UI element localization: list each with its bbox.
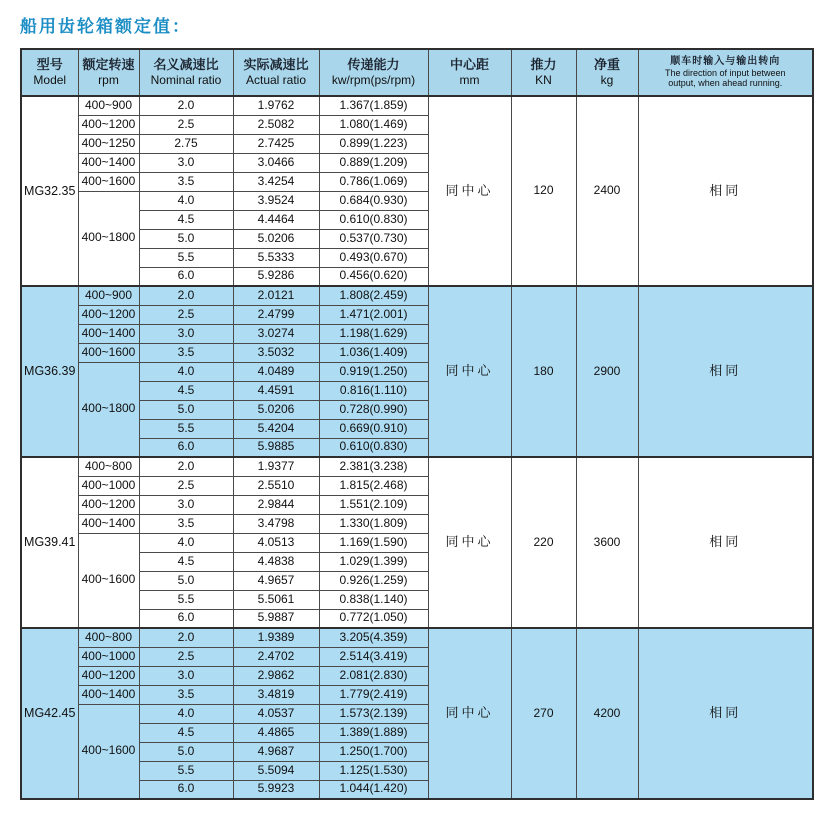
capacity-cell: 1.330(1.809) [319, 514, 428, 533]
capacity-cell: 1.036(1.409) [319, 343, 428, 362]
header-net-weight-zh: 净重 [593, 56, 620, 72]
nominal-ratio-cell: 5.5 [139, 590, 233, 609]
nominal-ratio-cell: 2.0 [139, 96, 233, 115]
rpm-cell: 400~1200 [78, 115, 139, 134]
actual-ratio-cell: 3.0274 [233, 324, 319, 343]
capacity-cell: 0.889(1.209) [319, 153, 428, 172]
nominal-ratio-cell: 6.0 [139, 609, 233, 628]
capacity-cell: 0.610(0.830) [319, 438, 428, 457]
nominal-ratio-cell: 3.0 [139, 495, 233, 514]
nominal-ratio-cell: 3.0 [139, 666, 233, 685]
nominal-ratio-cell: 2.0 [139, 457, 233, 476]
header-nominal-ratio-en: Nominal ratio [150, 72, 222, 87]
rpm-cell: 400~1200 [78, 666, 139, 685]
header-direction-en2: output, when ahead running. [668, 78, 783, 89]
header-capacity-zh: 传递能力 [347, 56, 400, 72]
actual-ratio-cell: 3.4819 [233, 685, 319, 704]
nominal-ratio-cell: 2.0 [139, 628, 233, 647]
rpm-cell: 400~900 [78, 96, 139, 115]
gearbox-spec-table [20, 48, 814, 800]
rpm-cell: 400~1400 [78, 685, 139, 704]
direction-cell: 相同 [638, 457, 813, 628]
header-capacity-en: kw/rpm(ps/rpm) [331, 72, 416, 87]
actual-ratio-cell: 5.0206 [233, 229, 319, 248]
nominal-ratio-cell: 2.75 [139, 134, 233, 153]
actual-ratio-cell: 5.4204 [233, 419, 319, 438]
center-distance-cell: 同中心 [428, 96, 511, 286]
rpm-cell: 400~900 [78, 286, 139, 305]
capacity-cell: 0.728(0.990) [319, 400, 428, 419]
header-model-en: Model [33, 72, 67, 87]
nominal-ratio-cell: 3.0 [139, 153, 233, 172]
actual-ratio-cell: 2.7425 [233, 134, 319, 153]
model-cell: MG39.41 [21, 457, 78, 628]
actual-ratio-cell: 4.4865 [233, 723, 319, 742]
weight-cell: 4200 [576, 628, 638, 799]
rpm-cell: 400~1800 [78, 191, 139, 286]
nominal-ratio-cell: 3.5 [139, 514, 233, 533]
nominal-ratio-cell: 5.5 [139, 761, 233, 780]
rpm-cell: 400~1400 [78, 324, 139, 343]
capacity-cell: 2.081(2.830) [319, 666, 428, 685]
rpm-cell: 400~1200 [78, 495, 139, 514]
header-actual-ratio-zh: 实际减速比 [243, 56, 309, 72]
table-row [21, 628, 813, 647]
capacity-cell: 0.610(0.830) [319, 210, 428, 229]
capacity-cell: 1.250(1.700) [319, 742, 428, 761]
rpm-cell: 400~1200 [78, 305, 139, 324]
actual-ratio-cell: 2.5082 [233, 115, 319, 134]
nominal-ratio-cell: 2.5 [139, 115, 233, 134]
actual-ratio-cell: 2.0121 [233, 286, 319, 305]
actual-ratio-cell: 5.9923 [233, 780, 319, 799]
header-center-distance [428, 49, 511, 96]
capacity-cell: 1.808(2.459) [319, 286, 428, 305]
actual-ratio-cell: 4.4464 [233, 210, 319, 229]
actual-ratio-cell: 1.9389 [233, 628, 319, 647]
actual-ratio-cell: 5.5333 [233, 248, 319, 267]
nominal-ratio-cell: 4.5 [139, 210, 233, 229]
nominal-ratio-cell: 3.5 [139, 172, 233, 191]
header-center-distance-en: mm [459, 72, 480, 87]
rpm-cell: 400~1600 [78, 343, 139, 362]
nominal-ratio-cell: 5.0 [139, 400, 233, 419]
nominal-ratio-cell: 4.5 [139, 381, 233, 400]
nominal-ratio-cell: 2.0 [139, 286, 233, 305]
nominal-ratio-cell: 3.5 [139, 685, 233, 704]
nominal-ratio-cell: 4.0 [139, 704, 233, 723]
header-model-zh: 型号 [36, 56, 63, 72]
actual-ratio-cell: 5.5061 [233, 590, 319, 609]
actual-ratio-cell: 5.9887 [233, 609, 319, 628]
nominal-ratio-cell: 5.0 [139, 229, 233, 248]
nominal-ratio-cell: 2.5 [139, 305, 233, 324]
capacity-cell: 0.537(0.730) [319, 229, 428, 248]
header-model [21, 49, 78, 96]
header-rated-speed [78, 49, 139, 96]
nominal-ratio-cell: 6.0 [139, 780, 233, 799]
actual-ratio-cell: 5.0206 [233, 400, 319, 419]
rpm-cell: 400~1800 [78, 362, 139, 457]
actual-ratio-cell: 3.0466 [233, 153, 319, 172]
nominal-ratio-cell: 2.5 [139, 647, 233, 666]
actual-ratio-cell: 4.0489 [233, 362, 319, 381]
nominal-ratio-cell: 4.5 [139, 723, 233, 742]
header-center-distance-zh: 中心距 [449, 56, 489, 72]
header-direction [638, 49, 813, 96]
model-cell: MG32.35 [21, 96, 78, 286]
nominal-ratio-cell: 2.5 [139, 476, 233, 495]
capacity-cell: 1.198(1.629) [319, 324, 428, 343]
nominal-ratio-cell: 5.5 [139, 248, 233, 267]
direction-cell: 相同 [638, 286, 813, 457]
center-distance-cell: 同中心 [428, 457, 511, 628]
capacity-cell: 0.772(1.050) [319, 609, 428, 628]
capacity-cell: 0.669(0.910) [319, 419, 428, 438]
capacity-cell: 1.125(1.530) [319, 761, 428, 780]
nominal-ratio-cell: 4.0 [139, 362, 233, 381]
weight-cell: 3600 [576, 457, 638, 628]
actual-ratio-cell: 2.4799 [233, 305, 319, 324]
capacity-cell: 0.838(1.140) [319, 590, 428, 609]
actual-ratio-cell: 4.4838 [233, 552, 319, 571]
capacity-cell: 0.926(1.259) [319, 571, 428, 590]
nominal-ratio-cell: 3.0 [139, 324, 233, 343]
center-distance-cell: 同中心 [428, 286, 511, 457]
thrust-cell: 270 [511, 628, 576, 799]
capacity-cell: 0.899(1.223) [319, 134, 428, 153]
direction-cell: 相同 [638, 628, 813, 799]
capacity-cell: 0.816(1.110) [319, 381, 428, 400]
capacity-cell: 0.684(0.930) [319, 191, 428, 210]
header-thrust-zh: 推力 [530, 56, 557, 72]
header-net-weight-en: kg [600, 72, 614, 87]
actual-ratio-cell: 2.9844 [233, 495, 319, 514]
actual-ratio-cell: 1.9377 [233, 457, 319, 476]
header-thrust [511, 49, 576, 96]
actual-ratio-cell: 4.0537 [233, 704, 319, 723]
table-body [21, 96, 813, 799]
actual-ratio-cell: 5.5094 [233, 761, 319, 780]
capacity-cell: 1.169(1.590) [319, 533, 428, 552]
actual-ratio-cell: 3.4254 [233, 172, 319, 191]
nominal-ratio-cell: 5.0 [139, 571, 233, 590]
nominal-ratio-cell: 4.0 [139, 191, 233, 210]
nominal-ratio-cell: 6.0 [139, 267, 233, 286]
rpm-cell: 400~800 [78, 457, 139, 476]
capacity-cell: 1.080(1.469) [319, 115, 428, 134]
header-thrust-en: KN [535, 72, 552, 87]
center-distance-cell: 同中心 [428, 628, 511, 799]
direction-cell: 相同 [638, 96, 813, 286]
nominal-ratio-cell: 3.5 [139, 343, 233, 362]
table-header [21, 49, 813, 96]
capacity-cell: 1.389(1.889) [319, 723, 428, 742]
capacity-cell: 1.471(2.001) [319, 305, 428, 324]
actual-ratio-cell: 2.5510 [233, 476, 319, 495]
rpm-cell: 400~1000 [78, 647, 139, 666]
actual-ratio-cell: 4.9657 [233, 571, 319, 590]
header-capacity [319, 49, 428, 96]
capacity-cell: 0.919(1.250) [319, 362, 428, 381]
nominal-ratio-cell: 4.5 [139, 552, 233, 571]
rpm-cell: 400~800 [78, 628, 139, 647]
actual-ratio-cell: 5.9885 [233, 438, 319, 457]
table-row [21, 457, 813, 476]
actual-ratio-cell: 1.9762 [233, 96, 319, 115]
capacity-cell: 0.456(0.620) [319, 267, 428, 286]
table-row [21, 286, 813, 305]
actual-ratio-cell: 2.9862 [233, 666, 319, 685]
nominal-ratio-cell: 5.5 [139, 419, 233, 438]
model-cell: MG42.45 [21, 628, 78, 799]
capacity-cell: 1.367(1.859) [319, 96, 428, 115]
actual-ratio-cell: 4.9687 [233, 742, 319, 761]
capacity-cell: 1.815(2.468) [319, 476, 428, 495]
nominal-ratio-cell: 5.0 [139, 742, 233, 761]
rpm-cell: 400~1400 [78, 514, 139, 533]
header-actual-ratio [233, 49, 319, 96]
thrust-cell: 180 [511, 286, 576, 457]
capacity-cell: 1.044(1.420) [319, 780, 428, 799]
actual-ratio-cell: 4.4591 [233, 381, 319, 400]
header-nominal-ratio-zh: 名义减速比 [153, 56, 219, 72]
header-nominal-ratio [139, 49, 233, 96]
capacity-cell: 3.205(4.359) [319, 628, 428, 647]
rpm-cell: 400~1000 [78, 476, 139, 495]
capacity-cell: 0.786(1.069) [319, 172, 428, 191]
actual-ratio-cell: 2.4702 [233, 647, 319, 666]
nominal-ratio-cell: 6.0 [139, 438, 233, 457]
capacity-cell: 1.029(1.399) [319, 552, 428, 571]
actual-ratio-cell: 3.9524 [233, 191, 319, 210]
nominal-ratio-cell: 4.0 [139, 533, 233, 552]
header-row [21, 49, 813, 96]
rpm-cell: 400~1600 [78, 704, 139, 799]
page-title: 船用齿轮箱额定值： [20, 17, 191, 36]
rpm-cell: 400~1600 [78, 533, 139, 628]
header-rated-speed-en: rpm [98, 72, 119, 87]
actual-ratio-cell: 4.0513 [233, 533, 319, 552]
header-direction-zh: 顺车时输入与输出转向 [670, 56, 781, 68]
capacity-cell: 0.493(0.670) [319, 248, 428, 267]
thrust-cell: 120 [511, 96, 576, 286]
header-actual-ratio-en: Actual ratio [245, 72, 307, 87]
capacity-cell: 1.573(2.139) [319, 704, 428, 723]
header-net-weight [576, 49, 638, 96]
actual-ratio-cell: 5.9286 [233, 267, 319, 286]
thrust-cell: 220 [511, 457, 576, 628]
rpm-cell: 400~1400 [78, 153, 139, 172]
rpm-cell: 400~1600 [78, 172, 139, 191]
model-cell: MG36.39 [21, 286, 78, 457]
capacity-cell: 2.514(3.419) [319, 647, 428, 666]
rpm-cell: 400~1250 [78, 134, 139, 153]
capacity-cell: 1.779(2.419) [319, 685, 428, 704]
weight-cell: 2400 [576, 96, 638, 286]
header-rated-speed-zh: 额定转速 [82, 56, 135, 72]
header-direction-en1: The direction of input between [664, 67, 786, 78]
weight-cell: 2900 [576, 286, 638, 457]
capacity-cell: 2.381(3.238) [319, 457, 428, 476]
actual-ratio-cell: 3.4798 [233, 514, 319, 533]
actual-ratio-cell: 3.5032 [233, 343, 319, 362]
capacity-cell: 1.551(2.109) [319, 495, 428, 514]
table-row [21, 96, 813, 115]
